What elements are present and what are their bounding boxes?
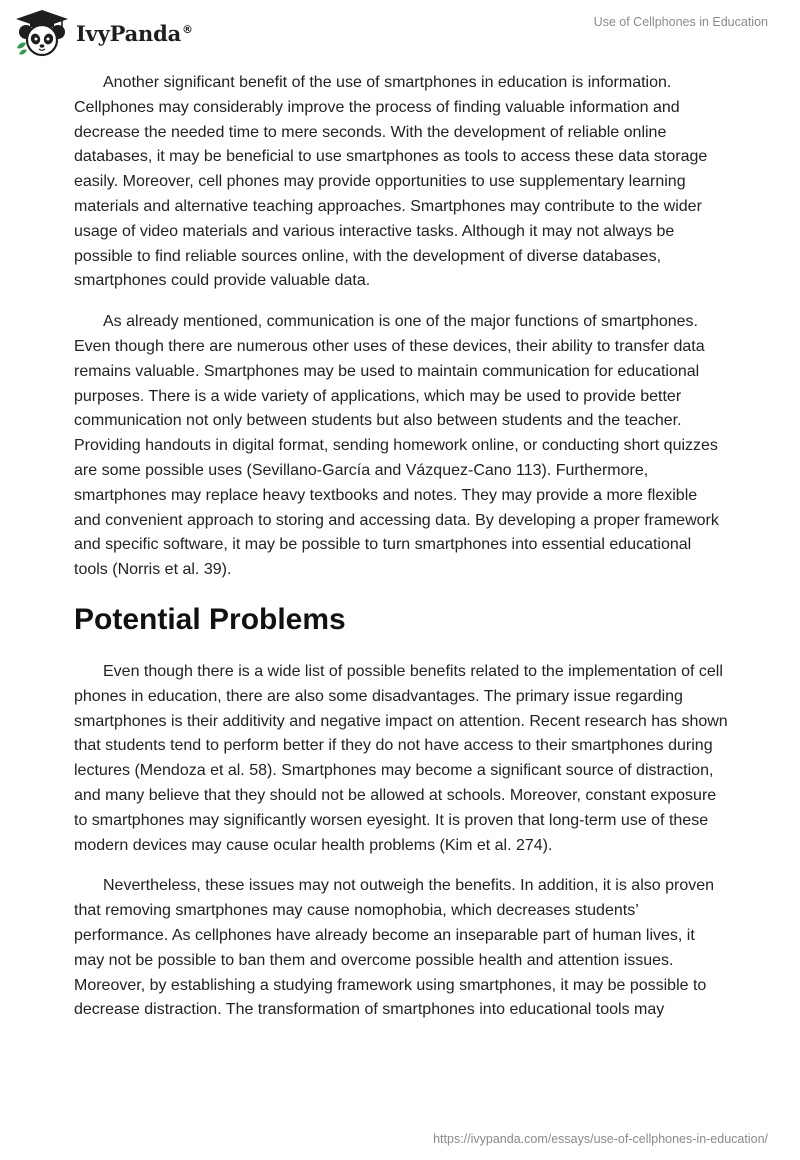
paragraph-communication: As already mentioned, communication is one of the major functions of smartphones. Even though there are numerous other uses of these devices, their ability to transfer data remains valuable. Smartphones may be used to maintain communication for educational purposes. There is a wide variety of applications, which may be used to provide better communication not only between students but also between students and the teacher. Providing handouts in digital format, sending homework online, or conducting short quizzes are some possible uses (Sevillano-García and Vázquez-Cano 113). Furthermore, smartphones may replace heavy textbooks and notes. They may provide a more flexible and convenient approach to storing and accessing data. By developing a proper framework and specific software, it may be possible to turn smartphones into essential educational tools (Norris et al. 39).: [74, 313, 719, 579]
footer-url[interactable]: https://ivypanda.com/essays/use-of-cellphones-in-education/: [433, 1132, 768, 1146]
paragraph-disadvantages: Even though there is a wide list of possible benefits related to the implementation of cell phones in education, there are also some disadvantages. The primary issue regarding smartphones is their additivity and negative impact on attention. Recent research has shown that students tend to perform better if they do not have access to their smartphones during lectures (Mendoza et al. 58). Smartphones may become a significant source of distraction, and many believe that they should not be allowed at schools. Moreover, constant exposure to smartphones may significantly worsen eyesight. It is proven that long-term use of these modern devices may cause ocular health problems (Kim et al. 274).: [74, 662, 728, 854]
brand-name: IvyPanda®: [76, 20, 193, 46]
section-heading-potential-problems: Potential Problems: [74, 602, 346, 636]
paragraph-information: Another significant benefit of the use of smartphones in education is information. Cellphones may considerably improve the process of finding valuable information and decrease the needed time to mere seconds. With the development of reliable online databases, it may be beneficial to use smartphones as tools to access these data storage easily. Moreover, cell phones may provide opportunities to use supplementary learning materials and alternative teaching approaches. Smartphones may contribute to the wider usage of video materials and various interactive tasks. Although it may not always be possible to find reliable sources online, with the development of diverse databases, smartphones could provide valuable data.: [74, 74, 708, 290]
essay-content: [74, 71, 728, 1039]
brand-logo[interactable]: [14, 8, 193, 58]
page-header: [0, 0, 800, 70]
panda-graduate-icon: [14, 8, 70, 58]
paragraph-nevertheless: Nevertheless, these issues may not outweigh the benefits. In addition, it is also proven that removing smartphones may cause nomophobia, which decreases students’ performance. As cellphones have already become an inseparable part of human lives, it may not be possible to ban them and overcome possible health and attention issues. Moreover, by establishing a studying framework using smartphones, it may be possible to decrease distraction. The transformation of smartphones into educational tools may: [74, 877, 715, 1019]
document-title: Use of Cellphones in Education: [593, 15, 768, 29]
registered-mark: ®: [182, 22, 193, 36]
